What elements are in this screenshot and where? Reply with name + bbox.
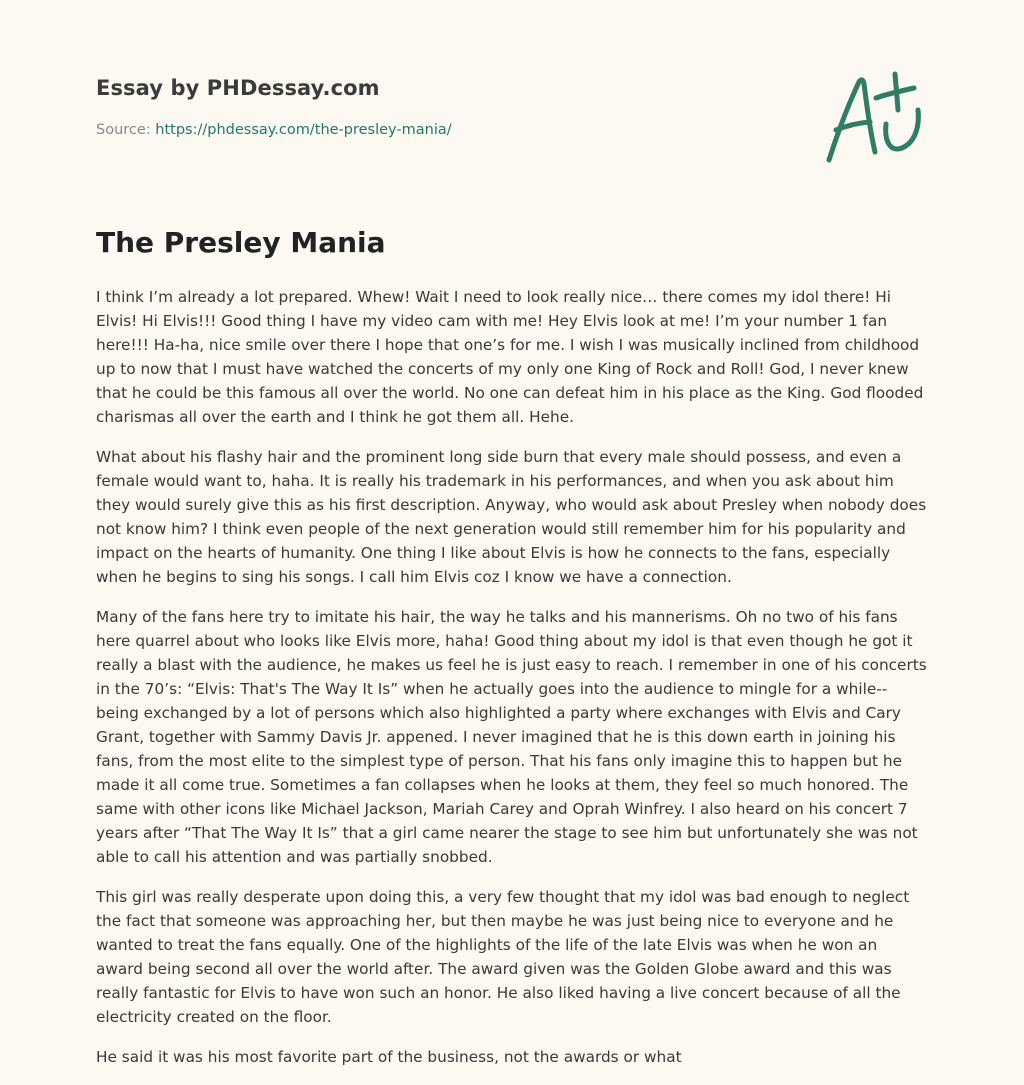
essay-paragraph: He said it was his most favorite part of the business, not the awards or what (96, 1048, 682, 1066)
header (96, 76, 452, 138)
essay-paragraph: Many of the fans here try to imitate his hair, the way he talks and his mannerisms. Oh no two of his fans here quarrel about who looks like Elvis more, haha! Good thing about my idol is that even though he got it really a blast with the audience, he makes us feel he is just easy to reach. I remember in one of his concerts in the 70’s: “Elvis: That's The Way It Is” when he actually goes into the audience to mingle for a while--being exchanged by a lot of persons which also highlighted a party where exchanges with Elvis and Cary Grant, together with Sammy Davis Jr. appened. I never imagined that he is this down earth in joining his fans, from the most elite to the simplest type of person. That his fans only imagine this to happen but he made it all come true. Sometimes a fan collapses when he looks at them, they feel so much honored. The same with other icons like Michael Jackson, Mariah Carey and Oprah Winfrey. I also heard on his concert 7 years after “That The Way It Is” that a girl came nearer the stage to see him but unfortunately she was not able to call his attention and was partially snobbed. (96, 608, 927, 866)
source-link[interactable]: https://phdessay.com/the-presley-mania/ (155, 122, 452, 138)
source-line (96, 122, 452, 138)
source-label: Source: (96, 122, 156, 138)
site-brand: Essay by PHDessay.com (96, 76, 380, 100)
essay-paragraph: I think I’m already a lot prepared. Whew! Wait I need to look really nice… there comes my idol there! Hi Elvis! Hi Elvis!!! Good thing I have my video cam with me! Hey Elvis look at me! I’m your number 1 fan here!!! Ha-ha, nice smile over there I hope that one’s for me. I wish I was musically inclined from childhood up to now that I must have watched the concerts of my only one King of Rock and Roll! God, I never knew that he could be this famous all over the world. No one can defeat him in his place as the King. God flooded charismas all over the earth and I think he got them all. Hehe. (96, 288, 924, 426)
essay-paragraph: This girl was really desperate upon doing this, a very few thought that my idol was bad enough to neglect the fact that someone was approaching her, but then maybe he was just being nice to everyone and he wanted to treat the fans equally. One of the highlights of the life of the late Elvis was when he won an award being second all over the world after. The award given was the Golden Globe award and this was really fantastic for Elvis to have won such an honor. He also liked having a live concert because of all the electricity created on the floor. (96, 888, 910, 1026)
a-plus-grade-icon (822, 66, 928, 166)
essay-title: The Presley Mania (96, 226, 386, 259)
essay-paragraph: What about his flashy hair and the prominent long side burn that every male should possess, and even a female would want to, haha. It is really his trademark in his performances, and when you ask about him they would surely give this as his first description. Anyway, who would ask about Presley when nobody does not know him? I think even people of the next generation would still remember him for his popularity and impact on the hearts of humanity. One thing I like about Elvis is how he connects to the fans, especially when he begins to sing his songs. I call him Elvis coz I know we have a connection. (96, 448, 927, 586)
essay-body (96, 285, 928, 1085)
